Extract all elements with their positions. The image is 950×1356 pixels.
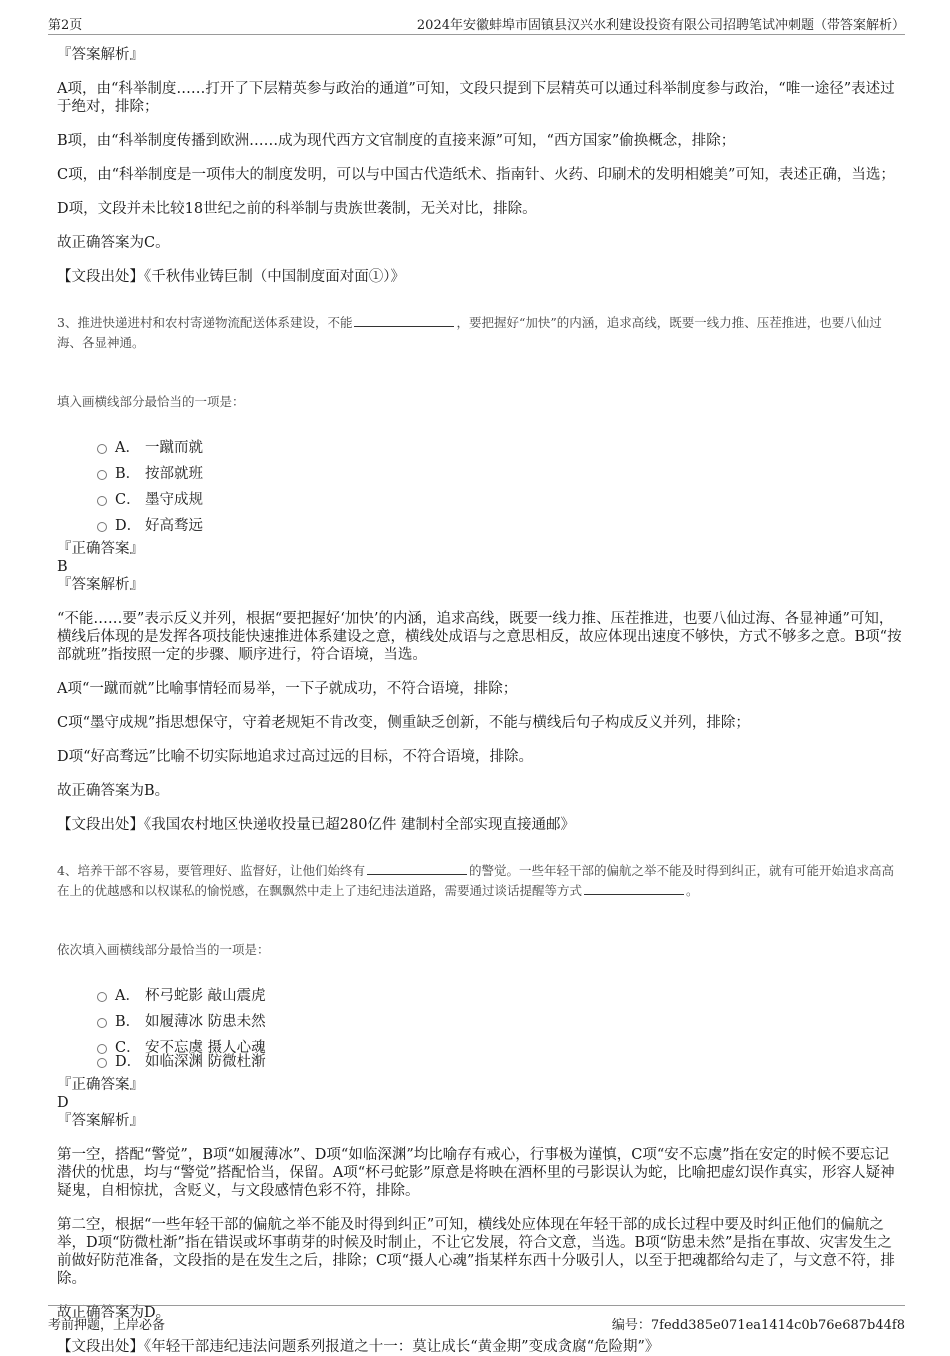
q3-analysis-p4: D项“好高骛远”比喻不切实际地追求过高过远的目标，不符合语境，排除。	[57, 749, 533, 765]
q2-source: 【文段出处】《千秋伟业铸巨制（中国制度面对面①）》	[57, 269, 405, 285]
document-body	[57, 46, 902, 1356]
q4-stem: 4、培养干部不容易，要管理好、监督好，让他们始终有 的警觉。一些年轻干部的偏航之举不能及时得到纠正，就有可能开始追求高高在上的优越感和以权谋私的愉悦感，在飘飘然中走上了违纪违法道路，需要通过谈话提醒等方式 。	[57, 862, 894, 898]
q3-analysis-label: 『答案解析』	[57, 577, 144, 593]
q3-blank	[354, 314, 454, 327]
q3-conclusion: 故正确答案为B。	[57, 783, 170, 799]
q2-conclusion: 故正确答案为C。	[57, 235, 170, 251]
page-header	[48, 12, 905, 35]
q4-source: 【文段出处】《年轻干部违纪违法问题系列报道之十一：莫让成长“黄金期”变成贪腐“危险期”》	[57, 1339, 660, 1355]
q3-source: 【文段出处】《我国农村地区快递收投量已超280亿件 建制村全部实现直接通邮》	[57, 817, 576, 833]
q3-analysis-p3: C项“墨守成规”指思想保守，守着老规矩不肯改变，侧重缺乏创新，不能与横线后句子构成反义并列，排除；	[57, 715, 750, 731]
q3-prompt: 填入画横线部分最恰当的一项是：	[57, 393, 245, 409]
q3-option-a[interactable]: A． 一蹴而就	[97, 436, 902, 462]
q3-analysis-p1: “不能……要”表示反义并列，根据“要把握好‘加快’的内涵，追求高线，既要一线力推、压茬推进，也要八仙过海、各显神通”可知，横线后体现的是发挥各项技能快速推进体系建设之意，横线处成语与之意思相反，故应体现出速度不够快，方式不够多之意。B项“按部就班”指按照一定的步骤、顺序进行，符合语境，当选。	[57, 611, 902, 663]
q4-options	[97, 984, 902, 1076]
radio-icon[interactable]	[97, 444, 107, 454]
radio-icon[interactable]	[97, 522, 107, 532]
page-number: 第2页	[48, 18, 83, 33]
q3-option-d[interactable]: D． 好高骛远	[97, 514, 902, 540]
radio-icon[interactable]	[97, 496, 107, 506]
q3-option-c[interactable]: C． 墨守成规	[97, 488, 902, 514]
footer-slogan: 考前押题，上岸必备	[48, 1318, 166, 1333]
radio-icon[interactable]	[97, 992, 107, 1002]
q3-answer-label: 『正确答案』	[57, 541, 144, 557]
q2-analysis-a: A项，由“科举制度……打开了下层精英参与政治的通道”可知，文段只提到下层精英可以通过科举制度参与政治，“唯一途径”表述过于绝对，排除；	[57, 81, 895, 115]
q4-answer: D	[57, 1095, 69, 1111]
q4-conclusion: 故正确答案为D。	[57, 1305, 171, 1321]
q4-option-d[interactable]: D． 如临深渊 防微杜渐	[97, 1050, 902, 1076]
q2-analysis-d: D项，文段并未比较18世纪之前的科举制与贵族世袭制，无关对比，排除。	[57, 201, 537, 217]
document-title: 2024年安徽蚌埠市固镇县汉兴水利建设投资有限公司招聘笔试冲刺题（带答案解析）	[416, 18, 905, 33]
q2-analysis-c: C项，由“科举制度是一项伟大的制度发明，可以与中国古代造纸术、指南针、火药、印刷术的发明相媲美”可知，表述正确，当选；	[57, 167, 895, 183]
q4-option-b[interactable]: B． 如履薄冰 防患未然	[97, 1010, 902, 1036]
q3-stem: 3、推进快递进村和农村寄递物流配送体系建设，不能 ，要把握好“加快”的内涵，追求高线，既要一线力推、压茬推进，也要八仙过海、各显神通。	[57, 314, 882, 350]
radio-icon[interactable]	[97, 470, 107, 480]
q2-analysis-label: 『答案解析』	[57, 47, 144, 63]
q3-option-b[interactable]: B． 按部就班	[97, 462, 902, 488]
footer-serial: 编号：7fedd385e071ea1414c0b76e687b44f8	[611, 1318, 905, 1333]
q4-prompt: 依次填入画横线部分最恰当的一项是：	[57, 941, 270, 957]
q2-analysis-b: B项，由“科举制度传播到欧洲……成为现代西方文官制度的直接来源”可知，“西方国家”偷换概念，排除；	[57, 133, 736, 149]
page-footer	[48, 1305, 905, 1334]
q4-analysis-label: 『答案解析』	[57, 1113, 144, 1129]
q3-options	[97, 436, 902, 540]
q4-blank-1	[367, 862, 467, 875]
radio-icon[interactable]	[97, 1058, 107, 1068]
radio-icon[interactable]	[97, 1018, 107, 1028]
q4-answer-label: 『正确答案』	[57, 1077, 144, 1093]
q4-analysis-p2: 第二空，根据“一些年轻干部的偏航之举不能及时得到纠正”可知，横线处应体现在年轻干部的成长过程中要及时纠正他们的偏航之举，D项“防微杜渐”指在错误或坏事萌芽的时候及时制止，不让它发展，符合文意，当选。B项“防患未然”是指在事故、灾害发生之前做好防范准备，文段指的是在发生之后，排除；C项“摄人心魂”指某样东西十分吸引人，以至于把魂都给勾走了，与文意不符，排除。	[57, 1217, 895, 1287]
q3-analysis-p2: A项“一蹴而就”比喻事情轻而易举，一下子就成功，不符合语境，排除；	[57, 681, 518, 697]
q3-answer: B	[57, 559, 68, 575]
q4-blank-2	[584, 882, 684, 895]
q4-option-c[interactable]: C． 安不忘虞 摄人心魂	[97, 1036, 902, 1050]
q4-option-a[interactable]: A． 杯弓蛇影 敲山震虎	[97, 984, 902, 1010]
q4-analysis-p1: 第一空，搭配“警觉”，B项“如履薄冰”、D项“如临深渊”均比喻存有戒心，行事极为谨慎，C项“安不忘虞”指在安定的时候不要忘记潜伏的忧患，均与“警觉”搭配恰当，保留。A项“杯弓蛇影”原意是将映在酒杯里的弓影误认为蛇，比喻把虚幻误作真实，形容人疑神疑鬼，自相惊扰，含贬义，与文段感情色彩不符，排除。	[57, 1147, 895, 1199]
